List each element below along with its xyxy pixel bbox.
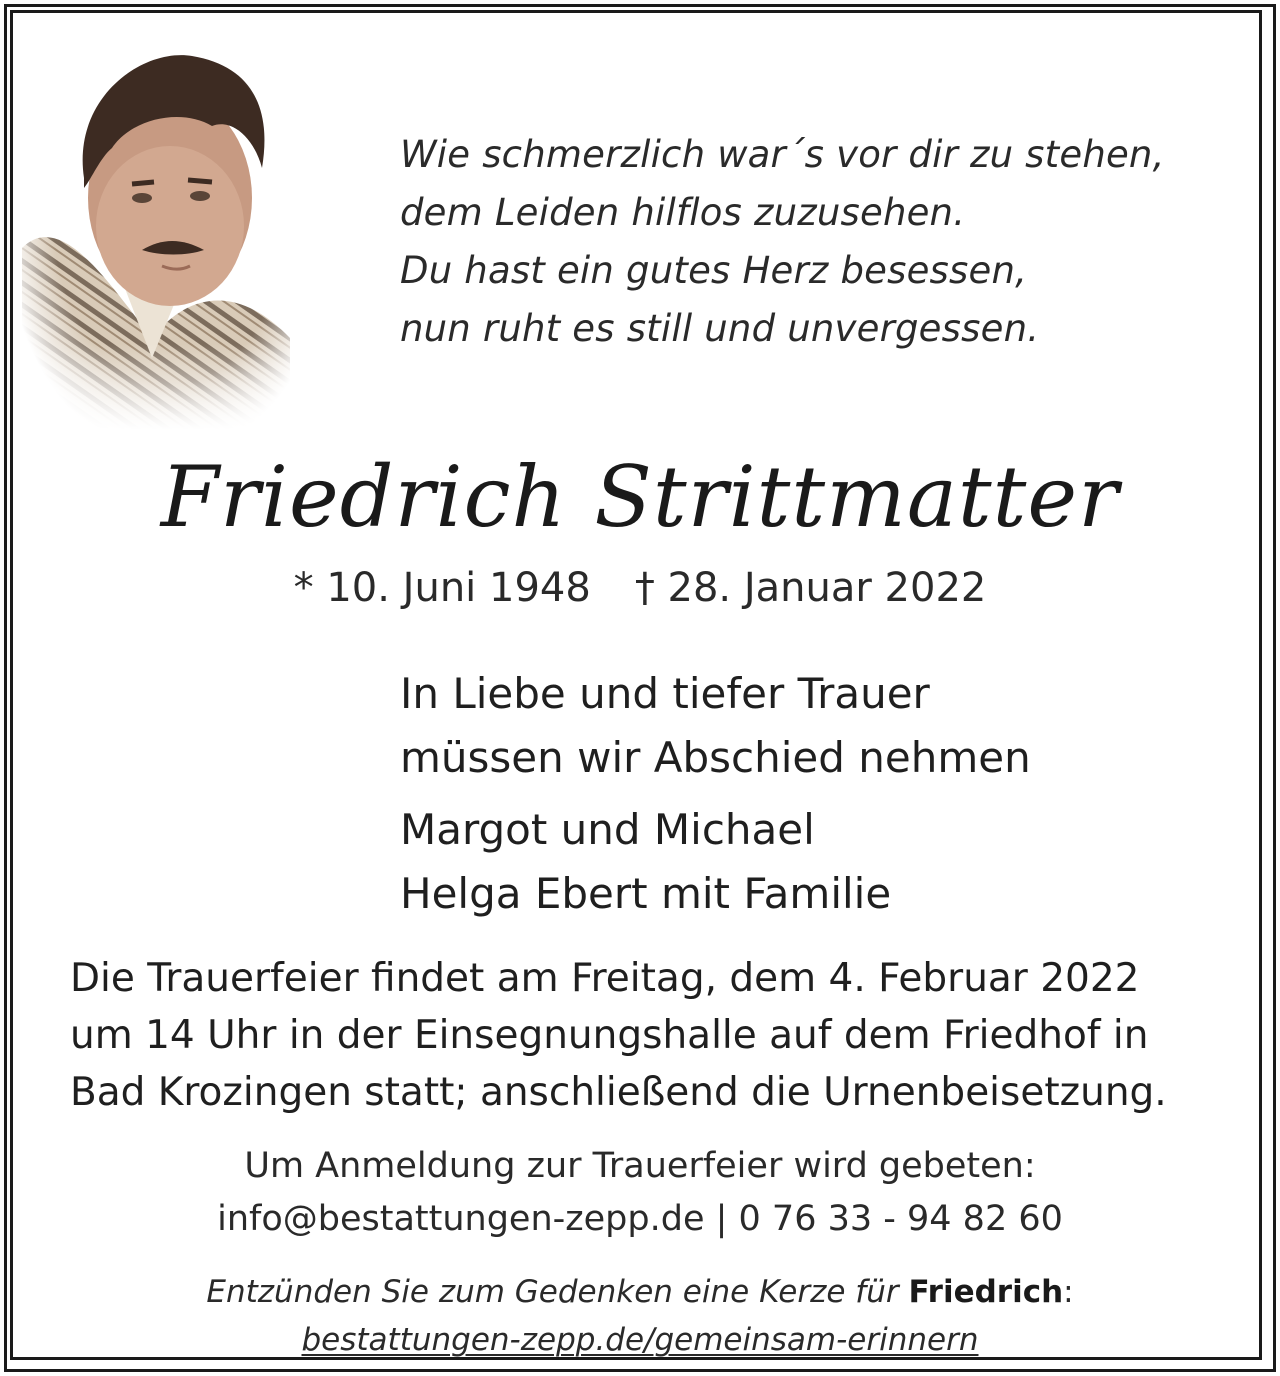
mourner-name: Helga Ebert mit Familie xyxy=(400,869,892,918)
memorial-link[interactable]: bestattungen-zepp.de/gemeinsam-erinnern xyxy=(301,1322,979,1358)
poem-line: dem Leiden hilflos zuzusehen. xyxy=(400,191,966,234)
registration-note: Um Anmeldung zur Trauerfeier wird gebeten: xyxy=(244,1146,1036,1186)
poem-line: Wie schmerzlich war´s vor dir zu stehen, xyxy=(400,133,1165,176)
candle-name: Friedrich xyxy=(908,1274,1064,1310)
poem-line: Du hast ein gutes Herz besessen, xyxy=(400,249,1028,292)
portrait-photo xyxy=(22,38,290,430)
mourning-line: In Liebe und tiefer Trauer xyxy=(400,669,930,718)
ceremony-info xyxy=(70,950,1230,1121)
ceremony-line: um 14 Uhr in der Einsegnungshalle auf dem Friedhof in xyxy=(70,1013,1149,1058)
candle-suffix: : xyxy=(1063,1274,1074,1310)
mourning-line: müssen wir Abschied nehmen xyxy=(400,733,1031,782)
registration-contact xyxy=(0,1140,1280,1246)
poem-line: nun ruht es still und unvergessen. xyxy=(400,307,1040,350)
ceremony-line: Bad Krozingen statt; anschließend die Urnenbeisetzung. xyxy=(70,1070,1167,1115)
candle-prefix: Entzünden Sie zum Gedenken eine Kerze für xyxy=(206,1274,909,1310)
email-phone[interactable]: info@bestattungen-zepp.de | 0 76 33 - 94 82 60 xyxy=(217,1199,1063,1239)
candle-section xyxy=(0,1268,1280,1364)
life-dates xyxy=(0,558,1280,618)
death-date: † 28. Januar 2022 xyxy=(634,565,987,611)
ceremony-line: Die Trauerfeier findet am Freitag, dem 4. Februar 2022 xyxy=(70,956,1140,1001)
mourning-text xyxy=(400,662,1031,926)
birth-date: * 10. Juni 1948 xyxy=(293,565,591,611)
deceased-name: Friedrich Strittmatter xyxy=(160,448,1120,546)
mourner-name: Margot und Michael xyxy=(400,805,815,854)
candle-invitation xyxy=(0,1268,1280,1316)
poem xyxy=(400,126,1165,358)
